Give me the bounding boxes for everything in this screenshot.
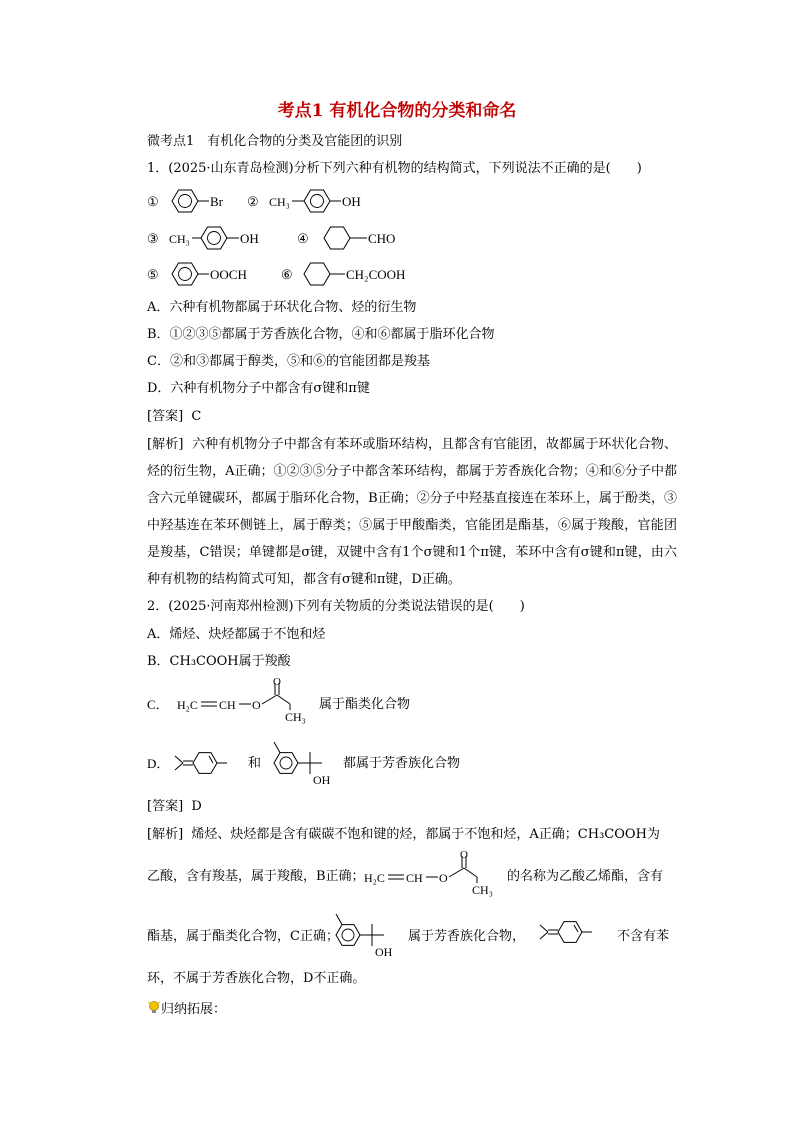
q2-analysis-line-4: 环，不属于芳香族化合物，D不正确。 (147, 971, 366, 986)
cyclohexane-ring-6 (304, 263, 330, 285)
tertiary-oh: OH (313, 773, 331, 787)
q2-option-d-text: 都属于芳香族化合物 (343, 756, 461, 771)
question-1-stem: 1．(2025·山东青岛检测)分析下列六种有机物的结构简式，下列说法不正确的是( ) (147, 161, 642, 176)
mol-5-ooch: OOCH (210, 267, 247, 282)
q2-option-a: A．烯烃、炔烃都属于不饱和烃 (147, 627, 326, 642)
mol-2-ch3: CH₃ (269, 195, 290, 209)
q2-option-d-label: D． (147, 756, 170, 771)
q2-analysis-cyclohexene (534, 912, 614, 952)
structure-row-1 (147, 186, 567, 216)
mol-3-ch3: CH₃ (169, 232, 190, 246)
q1-analysis-label: [解析] (147, 437, 184, 452)
q2-option-c-label: C． (147, 697, 169, 712)
mol-5-number: ⑤ (147, 267, 159, 282)
summary-label: 归纳拓展： (161, 1002, 227, 1017)
question-2-stem: 2．(2025·河南郑州检测)下列有关物质的分类说法错误的是( ) (147, 599, 525, 614)
benzene-ring-1 (172, 190, 198, 212)
q1-option-c: C．②和③都属于醇类，⑤和⑥的官能团都是羧基 (147, 354, 430, 369)
carbonyl-o: O (273, 677, 281, 688)
analysis-ch: CH (406, 871, 423, 885)
benzene-ring-2 (304, 190, 330, 212)
q1-analysis (147, 431, 677, 593)
mol-1-number: ① (147, 194, 159, 209)
q2-option-c-text: 属于酯类化合物 (319, 697, 411, 712)
structure-row-2 (147, 223, 567, 253)
benzene-ring-3 (201, 227, 227, 249)
ester-o: O (252, 698, 261, 712)
mol-1-br: Br (210, 194, 223, 209)
q1-answer-label: [答案] (147, 409, 184, 424)
q2-analysis-line-2-post: 的名称为乙酸乙烯酯，含有 (507, 869, 664, 884)
vinyl-h2c: H₂C (177, 698, 198, 712)
q2-analysis-text-1: 烯烃、炔烃都是含有碳碳不饱和键的烃，都属于不饱和烃，A正确；CH₃COOH为 (191, 827, 660, 842)
q2-answer-value: D (191, 799, 202, 814)
mol-2-number: ② (247, 194, 259, 209)
mol-6-ch2cooh: CH₂COOH (346, 267, 406, 282)
lightbulb-icon (147, 1000, 161, 1016)
mol-3-number: ③ (147, 231, 159, 246)
q2-analysis-line-1 (147, 826, 660, 844)
q1-option-d: D．六种有机物分子中都含有σ键和π键 (147, 381, 370, 396)
mol-6-number: ⑥ (281, 267, 293, 282)
acetyl-ch3: CH₃ (285, 710, 306, 724)
page-title: 考点1 有机化合物的分类和命名 (277, 101, 517, 121)
mol-3-oh: OH (240, 231, 259, 246)
q1-option-b: B．①②③⑤都属于芳香族化合物，④和⑥都属于脂环化合物 (147, 327, 495, 342)
analysis-oh: OH (375, 945, 393, 959)
q2-answer-label: [答案] (147, 799, 184, 814)
sub-topic-heading: 微考点1 有机化合物的分类及官能团的识别 (147, 134, 403, 149)
analysis-h2c: H₂C (364, 871, 385, 885)
q2-option-d-structure-2 (268, 732, 348, 788)
q1-option-a: A．六种有机物都属于环状化合物、烃的衍生物 (147, 300, 417, 315)
q2-analysis-vinyl-acetate (364, 850, 504, 900)
q2-analysis-aromatic-alcohol (330, 904, 410, 960)
structure-row-3 (147, 259, 567, 289)
summary-heading (147, 1000, 226, 1019)
q1-analysis-text: 六种有机物分子中都含有苯环或脂环结构，且都含有官能团，故都属于环状化合物、烃的衍生物，A正确；①②③⑤分子中都含苯环结构，都属于芳香族化合物；④和⑥分子中都含六元单键碳环，都属于脂环化合物，B正确；②分子中羟基直接连在苯环上，属于酚类，③中羟基连在苯环侧链上，属于醇类；⑤属于甲酸酯类，官能团是酯基，⑥属于羧酸，官能团是羧基，C错误；单键都是σ键，双键中含有1个σ键和1个π键，苯环中含有σ键和π键，由六种有机物的结构简式可知，都含有σ键和π键，D正确。 (147, 437, 677, 587)
q2-option-b: B．CH₃COOH属于羧酸 (147, 654, 291, 669)
benzene-ring-5 (172, 263, 198, 285)
analysis-carbonyl-o: O (460, 850, 468, 861)
cyclohexene-ring-d1 (193, 753, 217, 774)
q2-answer (147, 798, 202, 816)
q1-answer-value: C (191, 409, 202, 424)
q2-analysis-line-2-pre: 乙酸，含有羧基，属于羧酸，B正确； (147, 869, 365, 884)
mol-4-cho: CHO (368, 231, 396, 246)
analysis-ester-o: O (439, 871, 448, 885)
q2-analysis-label: [解析] (147, 827, 184, 842)
q2-analysis-line-3-mid: 属于芳香族化合物， (408, 929, 526, 944)
mol-2-oh: OH (342, 194, 361, 209)
q2-analysis-line-3-post: 不含有苯 (617, 929, 670, 944)
vinyl-ch: CH (219, 698, 236, 712)
cyclohexane-ring-4 (324, 227, 350, 249)
q2-option-d-and: 和 (248, 756, 262, 771)
q2-analysis-line-3-pre: 酯基，属于酯类化合物，C正确； (147, 929, 339, 944)
analysis-ch3: CH₃ (472, 883, 493, 897)
mol-4-number: ④ (297, 231, 309, 246)
benzene-ring-d2 (274, 753, 298, 774)
q1-answer (147, 408, 201, 426)
